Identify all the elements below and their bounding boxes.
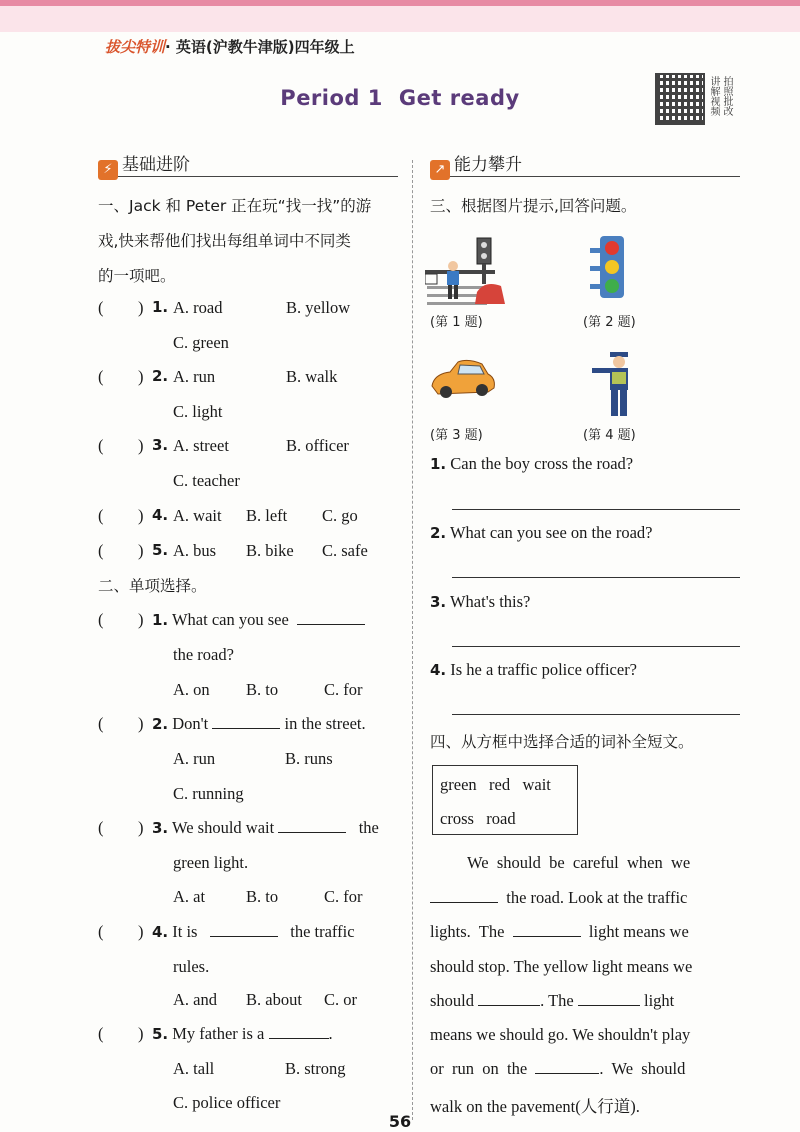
paren[interactable]: ( <box>98 436 104 455</box>
passage-text: . We should <box>599 1059 686 1078</box>
answer-line[interactable] <box>452 646 740 647</box>
option-a: A. run <box>173 749 216 768</box>
passage-text: should <box>430 991 475 1010</box>
option-a: A. tall <box>173 1059 215 1078</box>
passage-text: the road. Look at the traffic <box>506 888 688 907</box>
option-a: A. road <box>173 298 223 317</box>
option-c: C. or <box>324 990 357 1009</box>
paren: ) <box>138 818 144 837</box>
paren: ) <box>138 541 144 560</box>
answer-line[interactable] <box>452 509 740 510</box>
q-text: Can the boy cross the road? <box>450 454 634 473</box>
qr-caption <box>708 76 740 116</box>
option-c: C. go <box>322 506 358 525</box>
answer-blank[interactable] <box>513 922 581 937</box>
paren: ) <box>138 298 144 317</box>
q-text: . <box>328 1024 333 1043</box>
passage-text: light means we <box>588 922 689 941</box>
answer-line[interactable] <box>452 714 740 715</box>
instruction-line: 三、根据图片提示,回答问题。 <box>430 197 637 215</box>
q-num: 5. <box>152 1025 169 1043</box>
q-num: 4. <box>430 661 447 679</box>
picture-question-1 <box>430 454 633 474</box>
paren: ) <box>138 436 144 455</box>
option-c: C. safe <box>322 541 368 560</box>
answer-blank[interactable] <box>210 922 278 937</box>
option-c: C. green <box>173 333 229 352</box>
answer-blank[interactable] <box>578 991 640 1006</box>
q-num: 1. <box>152 298 169 316</box>
traffic-light-illustration <box>588 234 634 302</box>
passage-text: lights. The <box>430 922 505 941</box>
answer-blank[interactable] <box>430 888 498 903</box>
paren[interactable]: ( <box>98 818 104 837</box>
paren: ) <box>138 367 144 386</box>
option-a: A. street <box>173 436 229 455</box>
option-b: B. strong <box>285 1059 346 1078</box>
qr-caption-col: 拍照批改 <box>721 76 732 116</box>
answer-blank[interactable] <box>297 610 365 625</box>
qr-code-icon[interactable] <box>655 73 705 125</box>
mc-question-2 <box>152 714 366 734</box>
option-c: C. for <box>324 680 363 699</box>
lightning-icon: ⚡ <box>98 160 118 180</box>
option-b: B. officer <box>286 436 349 455</box>
q-num: 2. <box>152 715 169 733</box>
passage-line: means we should go. We shouldn't play <box>430 1025 691 1044</box>
mc-question-4 <box>152 922 355 942</box>
option-a: A. at <box>173 887 206 906</box>
passage-line <box>430 888 687 908</box>
option-b: B. runs <box>285 749 333 768</box>
word-box-row: green red wait <box>440 775 551 794</box>
q-num: 4. <box>152 923 169 941</box>
passage-line <box>430 1059 685 1079</box>
passage-line <box>430 991 674 1011</box>
paren[interactable]: ( <box>98 1024 104 1043</box>
option-b: B. about <box>246 990 302 1009</box>
car-illustration <box>428 356 498 402</box>
q-text: rules. <box>173 957 210 976</box>
q-text: It is <box>172 922 198 941</box>
picture-question-4 <box>430 660 637 680</box>
figure-caption: (第 1 题) <box>430 315 483 330</box>
paren: ) <box>138 922 144 941</box>
q-text: What's this? <box>449 592 531 611</box>
answer-blank[interactable] <box>478 991 540 1006</box>
paren: ) <box>138 714 144 733</box>
option-c: C. teacher <box>173 471 240 490</box>
option-c: C. police officer <box>173 1093 281 1112</box>
picture-question-3 <box>430 592 530 612</box>
page-number: 56 <box>388 1112 412 1131</box>
column-divider <box>412 160 413 1120</box>
word-box-row: cross road <box>440 809 516 828</box>
title-text: Get ready <box>398 86 520 110</box>
q-num: 2. <box>152 367 169 385</box>
passage-text: . The <box>540 991 574 1010</box>
paren[interactable]: ( <box>98 610 104 629</box>
section-title: 基础进阶 <box>122 155 190 175</box>
passage-line: walk on the pavement(人行道). <box>430 1097 640 1116</box>
passage-line <box>430 922 689 942</box>
answer-line[interactable] <box>452 577 740 578</box>
option-b: B. bike <box>246 541 294 560</box>
instruction-line: 戏,快来帮他们找出每组单词中不同类 <box>98 232 351 250</box>
pedestrian-crossing-illustration <box>425 236 505 308</box>
paren[interactable]: ( <box>98 367 104 386</box>
q-text: What can you see on the road? <box>449 523 653 542</box>
passage-text: or run on the <box>430 1059 528 1078</box>
answer-blank[interactable] <box>535 1059 599 1074</box>
brand <box>105 36 355 57</box>
q-text: Is he a traffic police officer? <box>450 660 638 679</box>
q-text: We should wait <box>171 818 275 837</box>
q-num: 1. <box>152 611 169 629</box>
option-b: B. to <box>246 887 279 906</box>
q-text: the <box>358 818 379 837</box>
option-b: B. yellow <box>286 298 351 317</box>
brand-sub: · 英语(沪教牛津版)四年级上 <box>165 38 355 56</box>
figure-caption: (第 3 题) <box>430 428 483 443</box>
option-a: A. on <box>173 680 210 699</box>
q-text: My father is a <box>172 1024 265 1043</box>
q-text: the road? <box>173 645 234 664</box>
paren[interactable]: ( <box>98 714 104 733</box>
q-text: Don't <box>172 714 209 733</box>
paren: ) <box>138 506 144 525</box>
figure-caption: (第 2 题) <box>583 315 636 330</box>
instruction-line: 四、从方框中选择合适的词补全短文。 <box>430 733 694 751</box>
option-b: B. left <box>246 506 288 525</box>
paren[interactable]: ( <box>98 922 104 941</box>
q-num: 1. <box>430 455 447 473</box>
option-c: C. running <box>173 784 244 803</box>
picture-question-2 <box>430 523 652 543</box>
top-band <box>0 0 800 32</box>
passage-line: should stop. The yellow light means we <box>430 957 693 976</box>
answer-blank[interactable] <box>269 1024 329 1039</box>
passage-text: light <box>644 991 675 1010</box>
instruction-line: 二、单项选择。 <box>98 577 207 595</box>
option-b: B. to <box>246 680 279 699</box>
q-text: in the street. <box>284 714 366 733</box>
paren[interactable]: ( <box>98 506 104 525</box>
q-num: 4. <box>152 506 169 524</box>
q-num: 3. <box>152 819 169 837</box>
brand-main: 拔尖特训 <box>105 38 166 56</box>
qr-caption-col: 讲解视频 <box>708 76 719 116</box>
option-a: A. bus <box>173 541 217 560</box>
option-a: A. wait <box>173 506 222 525</box>
passage-line: We should be careful when we <box>467 853 691 872</box>
mc-question-5 <box>152 1024 333 1044</box>
q-num: 3. <box>430 593 447 611</box>
period-label: Period 1 <box>280 86 383 110</box>
section-header-basic <box>98 150 398 177</box>
option-b: B. walk <box>286 367 338 386</box>
paren[interactable]: ( <box>98 298 104 317</box>
mc-question-1 <box>152 610 365 630</box>
paren: ) <box>138 1024 144 1043</box>
answer-blank[interactable] <box>212 714 280 729</box>
paren: ) <box>138 610 144 629</box>
rising-chart-icon: ↗ <box>430 160 450 180</box>
section-title: 能力攀升 <box>454 155 522 175</box>
option-a: A. and <box>173 990 217 1009</box>
mc-question-3 <box>152 818 379 838</box>
q-num: 5. <box>152 541 169 559</box>
instruction-line: 一、Jack 和 Peter 正在玩“找一找”的游 <box>98 197 372 215</box>
option-c: C. for <box>324 887 363 906</box>
q-num: 2. <box>430 524 447 542</box>
section-header-advanced <box>430 150 740 177</box>
option-c: C. light <box>173 402 223 421</box>
traffic-police-illustration <box>590 350 642 420</box>
figure-caption: (第 4 题) <box>583 428 636 443</box>
q-num: 3. <box>152 436 169 454</box>
option-a: A. run <box>173 367 216 386</box>
q-text: the traffic <box>290 922 355 941</box>
q-text: green light. <box>173 853 249 872</box>
paren[interactable]: ( <box>98 541 104 560</box>
answer-blank[interactable] <box>278 818 346 833</box>
instruction-line: 的一项吧。 <box>98 267 176 285</box>
q-text: What can you see <box>171 610 289 629</box>
